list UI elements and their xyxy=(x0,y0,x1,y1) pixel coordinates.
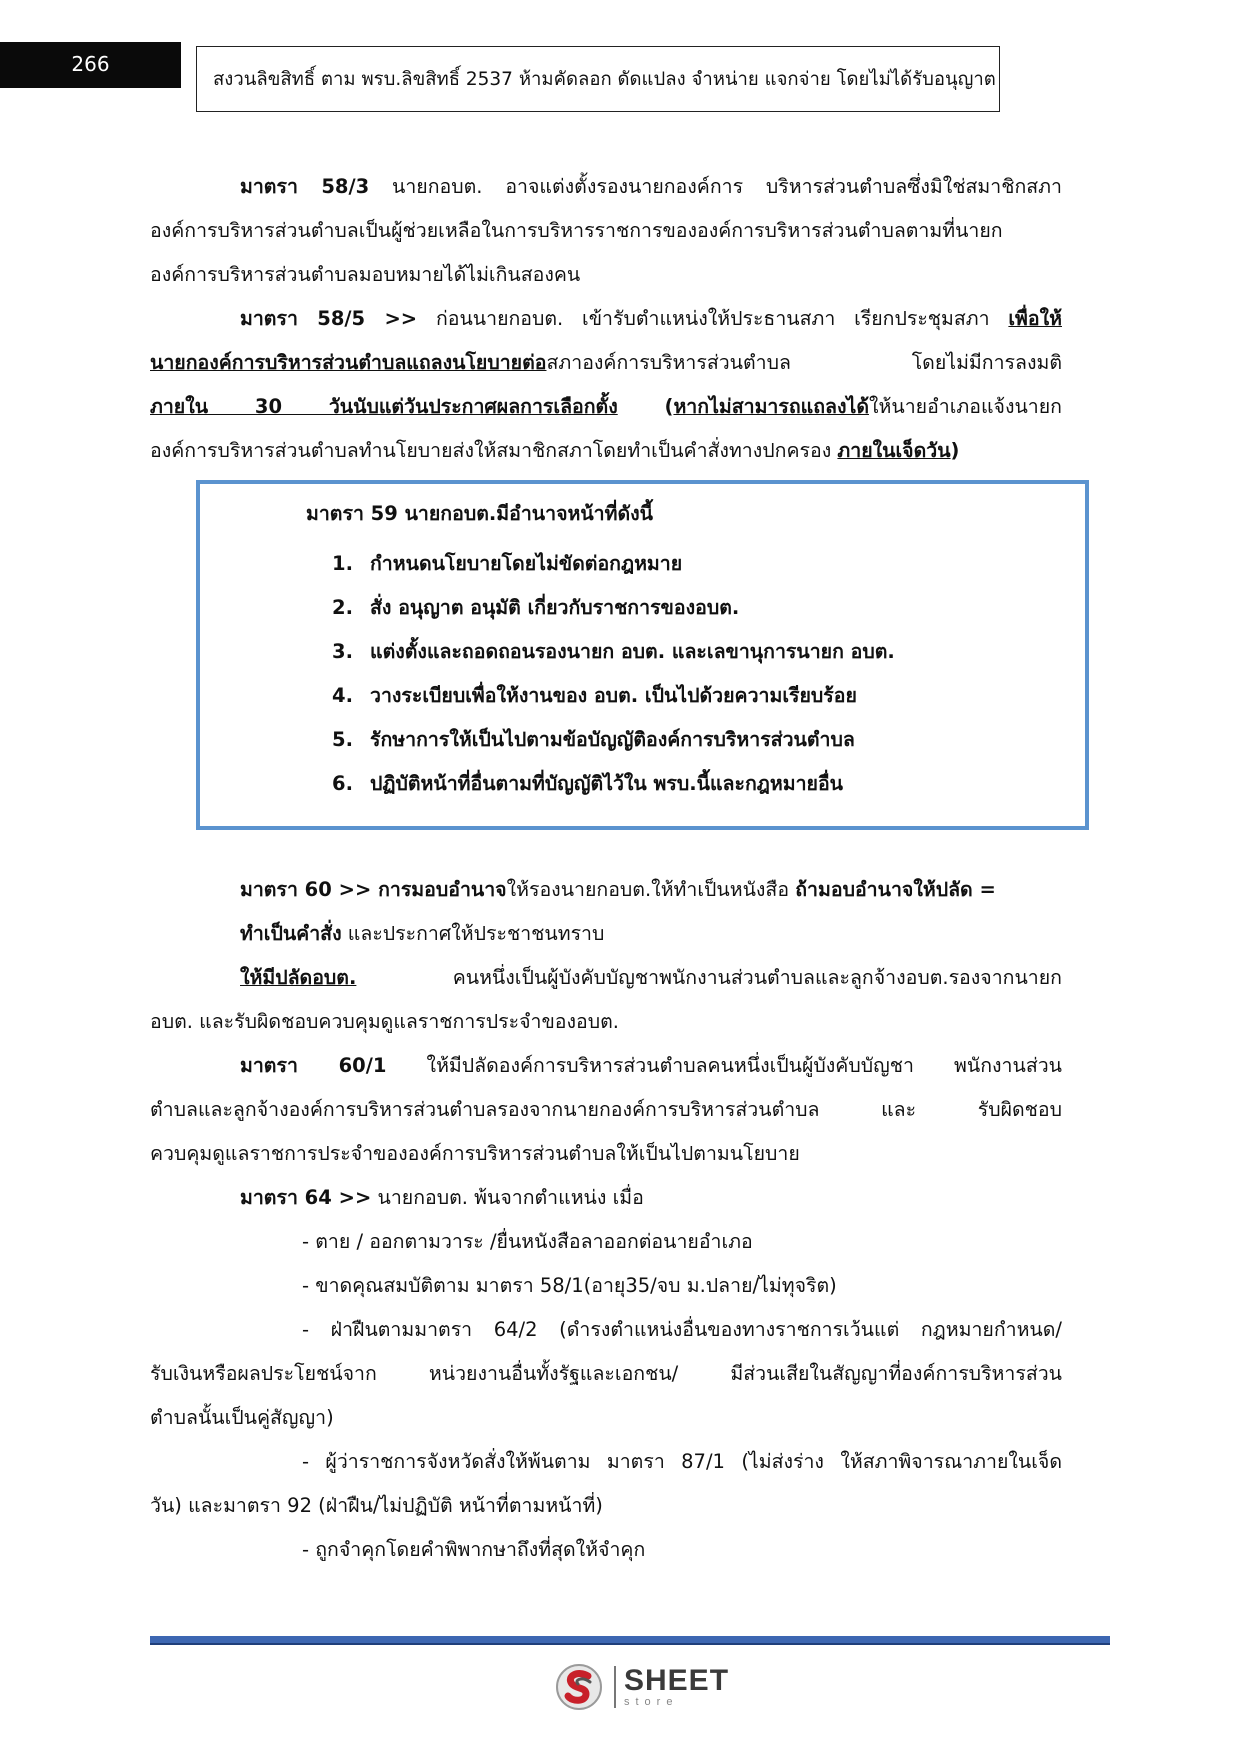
s64-bullet3-line2: รับเงินหรือผลประโยชน์จาก หน่วยงานอื่นทั้งรัฐและเอกชน/ มีส่วนเสียในสัญญาที่องค์การบริหารส่วน xyxy=(150,1362,1062,1385)
s585-line4: องค์การบริหารส่วนตำบลทำนโยบายส่งให้สมาชิกสภาโดยทำเป็นคำสั่งทางปกครอง ภายในเจ็ดวัน) xyxy=(150,439,960,462)
list-item: 4. วางระเบียบเพื่อให้งานของ อบต. เป็นไปด้วยความเรียบร้อย xyxy=(332,684,857,707)
s59-list xyxy=(332,542,895,806)
s583-line1: มาตรา 58/3 นายกอบต. อาจแต่งตั้งรองนายกองค์การ บริหารส่วนตำบลซึ่งมิใช่สมาชิกสภา xyxy=(240,175,1062,198)
s60-line2: ทำเป็นคำสั่ง และประกาศให้ประชาชนทราบ xyxy=(240,922,605,945)
copyright-header xyxy=(196,46,1000,112)
s64-bullet4-line1: - ผู้ว่าราชการจังหวัดสั่งให้พ้นตาม มาตรา 87/1 (ไม่ส่งร่าง ให้สภาพิจารณาภายในเจ็ด xyxy=(302,1450,1062,1473)
s583-line2: องค์การบริหารส่วนตำบลเป็นผู้ช่วยเหลือในการบริหารราชการขององค์การบริหารส่วนตำบลตามที่นายก xyxy=(150,219,1003,242)
section-60-64-block xyxy=(150,868,1062,1572)
logo-sub-text: store xyxy=(624,1696,679,1708)
section-58-block xyxy=(150,165,1062,473)
s585-line3: ภายใน 30 วันนับแต่วันประกาศผลการเลือกตั้ง (หากไม่สามารถแถลงได้ให้นายอำเภอแจ้งนายก xyxy=(150,395,1062,418)
s601-line3: ควบคุมดูแลราชการประจำขององค์การบริหารส่วนตำบลให้เป็นไปตามนโยบาย xyxy=(150,1142,800,1165)
s585-line2: นายกองค์การบริหารส่วนตำบลแถลงนโยบายต่อสภาองค์การบริหารส่วนตำบล โดยไม่มีการลงมติ xyxy=(150,351,1062,374)
section-59-box xyxy=(196,480,1089,830)
list-item: 6. ปฏิบัติหน้าที่อื่นตามที่บัญญัติไว้ใน พรบ.นี้และกฎหมายอื่น xyxy=(332,772,843,795)
s64-bullet3-line1: - ฝ่าฝืนตามมาตรา 64/2 (ดำรงตำแหน่งอื่นของทางราชการเว้นแต่ กฎหมายกำหนด/ xyxy=(302,1318,1062,1341)
s59-title: มาตรา 59 นายกอบต.มีอำนาจหน้าที่ดังนี้ xyxy=(306,502,654,525)
s60-line1: มาตรา 60 >> การมอบอำนาจให้รองนายกอบต.ให้ทำเป็นหนังสือ ถ้ามอบอำนาจให้ปลัด = xyxy=(240,878,996,901)
list-item: 2. สั่ง อนุญาต อนุมัติ เกี่ยวกับราชการของอบต. xyxy=(332,596,740,619)
s60-line3: ให้มีปลัดอบต. คนหนึ่งเป็นผู้บังคับบัญชาพนักงานส่วนตำบลและลูกจ้างอบต.รองจากนายก xyxy=(240,966,1062,989)
s64-line1: มาตรา 64 >> นายกอบต. พ้นจากตำแหน่ง เมื่อ xyxy=(240,1186,644,1209)
s64-bullet3-line3: ตำบลนั้นเป็นคู่สัญญา) xyxy=(150,1406,334,1429)
logo-main-text: SHEET xyxy=(624,1664,730,1697)
copyright-text: สงวนลิขสิทธิ์ ตาม พรบ.ลิขสิทธิ์ 2537 ห้ามคัดลอก ดัดแปลง จำหน่าย แจกจ่าย โดยไม่ได้รับอนุญาต xyxy=(213,68,996,90)
s64-bullet4-line2: วัน) และมาตรา 92 (ฝ่าฝืน/ไม่ปฏิบัติ หน้าที่ตามหน้าที่) xyxy=(150,1494,603,1517)
page-number: 266 xyxy=(0,42,181,88)
s64-bullet2: - ขาดคุณสมบัติตาม มาตรา 58/1(อายุ35/จบ ม.ปลาย/ไม่ทุจริต) xyxy=(302,1274,837,1297)
footer-rule xyxy=(150,1636,1110,1645)
s601-line1: มาตรา 60/1 ให้มีปลัดองค์การบริหารส่วนตำบลคนหนึ่งเป็นผู้บังคับบัญชา พนักงานส่วน xyxy=(240,1054,1062,1077)
list-item: 3. แต่งตั้งและถอดถอนรองนายก อบต. และเลขานุการนายก อบต. xyxy=(332,640,895,663)
s60-line4: อบต. และรับผิดชอบควบคุมดูแลราชการประจำของอบต. xyxy=(150,1010,619,1033)
sheet-store-logo xyxy=(554,1662,729,1712)
s64-bullet5: - ถูกจำคุกโดยคำพิพากษาถึงที่สุดให้จำคุก xyxy=(302,1538,646,1561)
s601-line2: ตำบลและลูกจ้างองค์การบริหารส่วนตำบลรองจากนายกองค์การบริหารส่วนตำบล และ รับผิดชอบ xyxy=(150,1098,1062,1121)
s64-bullet1: - ตาย / ออกตามวาระ /ยื่นหนังสือลาออกต่อนายอำเภอ xyxy=(302,1230,753,1253)
s585-line1: มาตรา 58/5 >> ก่อนนายกอบต. เข้ารับตำแหน่งให้ประธานสภา เรียกประชุมสภา เพื่อให้ xyxy=(240,307,1062,330)
s583-line3: องค์การบริหารส่วนตำบลมอบหมายได้ไม่เกินสองคน xyxy=(150,263,581,286)
list-item: 1. กำหนดนโยบายโดยไม่ขัดต่อกฎหมาย xyxy=(332,552,683,575)
sheet-logo-icon xyxy=(554,1662,604,1712)
list-item: 5. รักษาการให้เป็นไปตามข้อบัญญัติองค์การบริหารส่วนตำบล xyxy=(332,728,855,751)
logo-text xyxy=(614,1666,729,1708)
